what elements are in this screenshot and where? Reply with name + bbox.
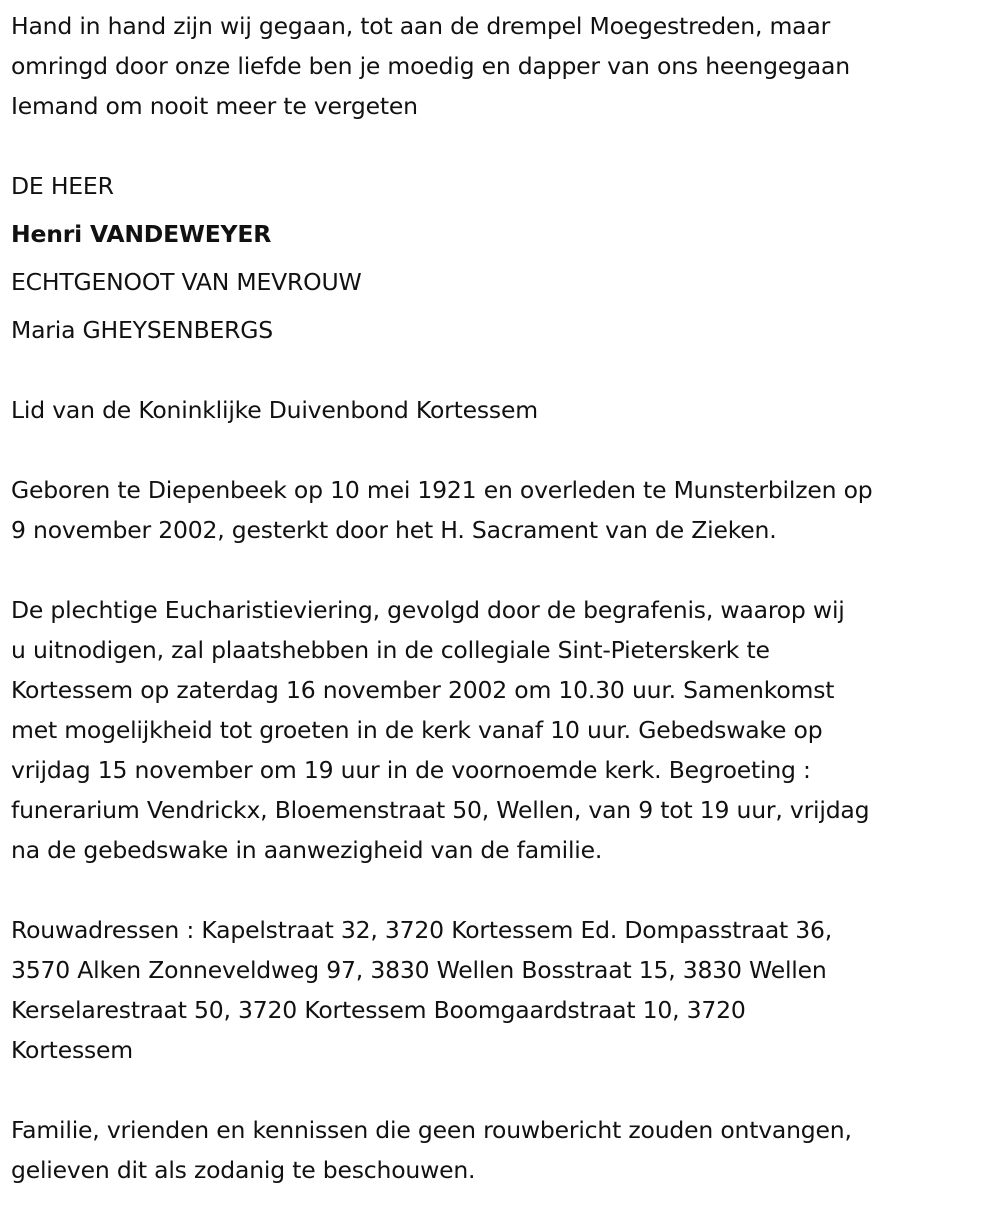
poem-line: Iemand om nooit meer te vergeten: [11, 92, 418, 120]
deceased-title: DE HEER: [11, 172, 114, 200]
ceremony-block: [11, 590, 996, 870]
spacer: [11, 1070, 996, 1110]
closing-line: gelieven dit als zodanig te beschouwen.: [11, 1156, 476, 1184]
spacer: [11, 126, 996, 166]
obituary-notice: [11, 6, 996, 1190]
ceremony-line: funerarium Vendrickx, Bloemenstraat 50, Wellen, van 9 tot 19 uur, vrijdag: [11, 796, 870, 824]
ceremony-line: Kortessem op zaterdag 16 november 2002 om 10.30 uur. Samenkomst: [11, 676, 835, 704]
membership-text: Lid van de Koninklijke Duivenbond Kortessem: [11, 396, 538, 424]
ceremony-line: vrijdag 15 november om 19 uur in de voornoemde kerk. Begroeting :: [11, 756, 811, 784]
spacer: [11, 430, 996, 470]
spacer: [11, 870, 996, 910]
membership-block: [11, 390, 996, 430]
spacer: [11, 350, 996, 390]
ceremony-line: u uitnodigen, zal plaatshebben in de collegiale Sint-Pieterskerk te: [11, 636, 770, 664]
birth-death-line: 9 november 2002, gesterkt door het H. Sacrament van de Zieken.: [11, 516, 777, 544]
ceremony-line: met mogelijkheid tot groeten in de kerk vanaf 10 uur. Gebedswake op: [11, 716, 823, 744]
ceremony-line: De plechtige Eucharistieviering, gevolgd door de begrafenis, waarop wij: [11, 596, 845, 624]
ceremony-line: na de gebedswake in aanwezigheid van de familie.: [11, 836, 603, 864]
poem-block: [11, 6, 996, 126]
spacer: [11, 550, 996, 590]
deceased-block: [11, 162, 996, 354]
deceased-name: Henri VANDEWEYER: [11, 220, 272, 248]
deceased-relation: ECHTGENOOT VAN MEVROUW: [11, 268, 362, 296]
birth-death-block: [11, 470, 996, 550]
spouse-name: Maria GHEYSENBERGS: [11, 316, 273, 344]
poem-line: omringd door onze liefde ben je moedig en dapper van ons heengegaan: [11, 52, 850, 80]
addresses-block: [11, 910, 996, 1070]
address-line: Rouwadressen : Kapelstraat 32, 3720 Kortessem Ed. Dompasstraat 36,: [11, 916, 833, 944]
address-line: Kerselarestraat 50, 3720 Kortessem Boomgaardstraat 10, 3720: [11, 996, 746, 1024]
address-line: Kortessem: [11, 1036, 133, 1064]
birth-death-line: Geboren te Diepenbeek op 10 mei 1921 en overleden te Munsterbilzen op: [11, 476, 873, 504]
closing-line: Familie, vrienden en kennissen die geen rouwbericht zouden ontvangen,: [11, 1116, 852, 1144]
closing-block: [11, 1110, 996, 1190]
address-line: 3570 Alken Zonneveldweg 97, 3830 Wellen Bosstraat 15, 3830 Wellen: [11, 956, 827, 984]
poem-line: Hand in hand zijn wij gegaan, tot aan de drempel Moegestreden, maar: [11, 12, 831, 40]
